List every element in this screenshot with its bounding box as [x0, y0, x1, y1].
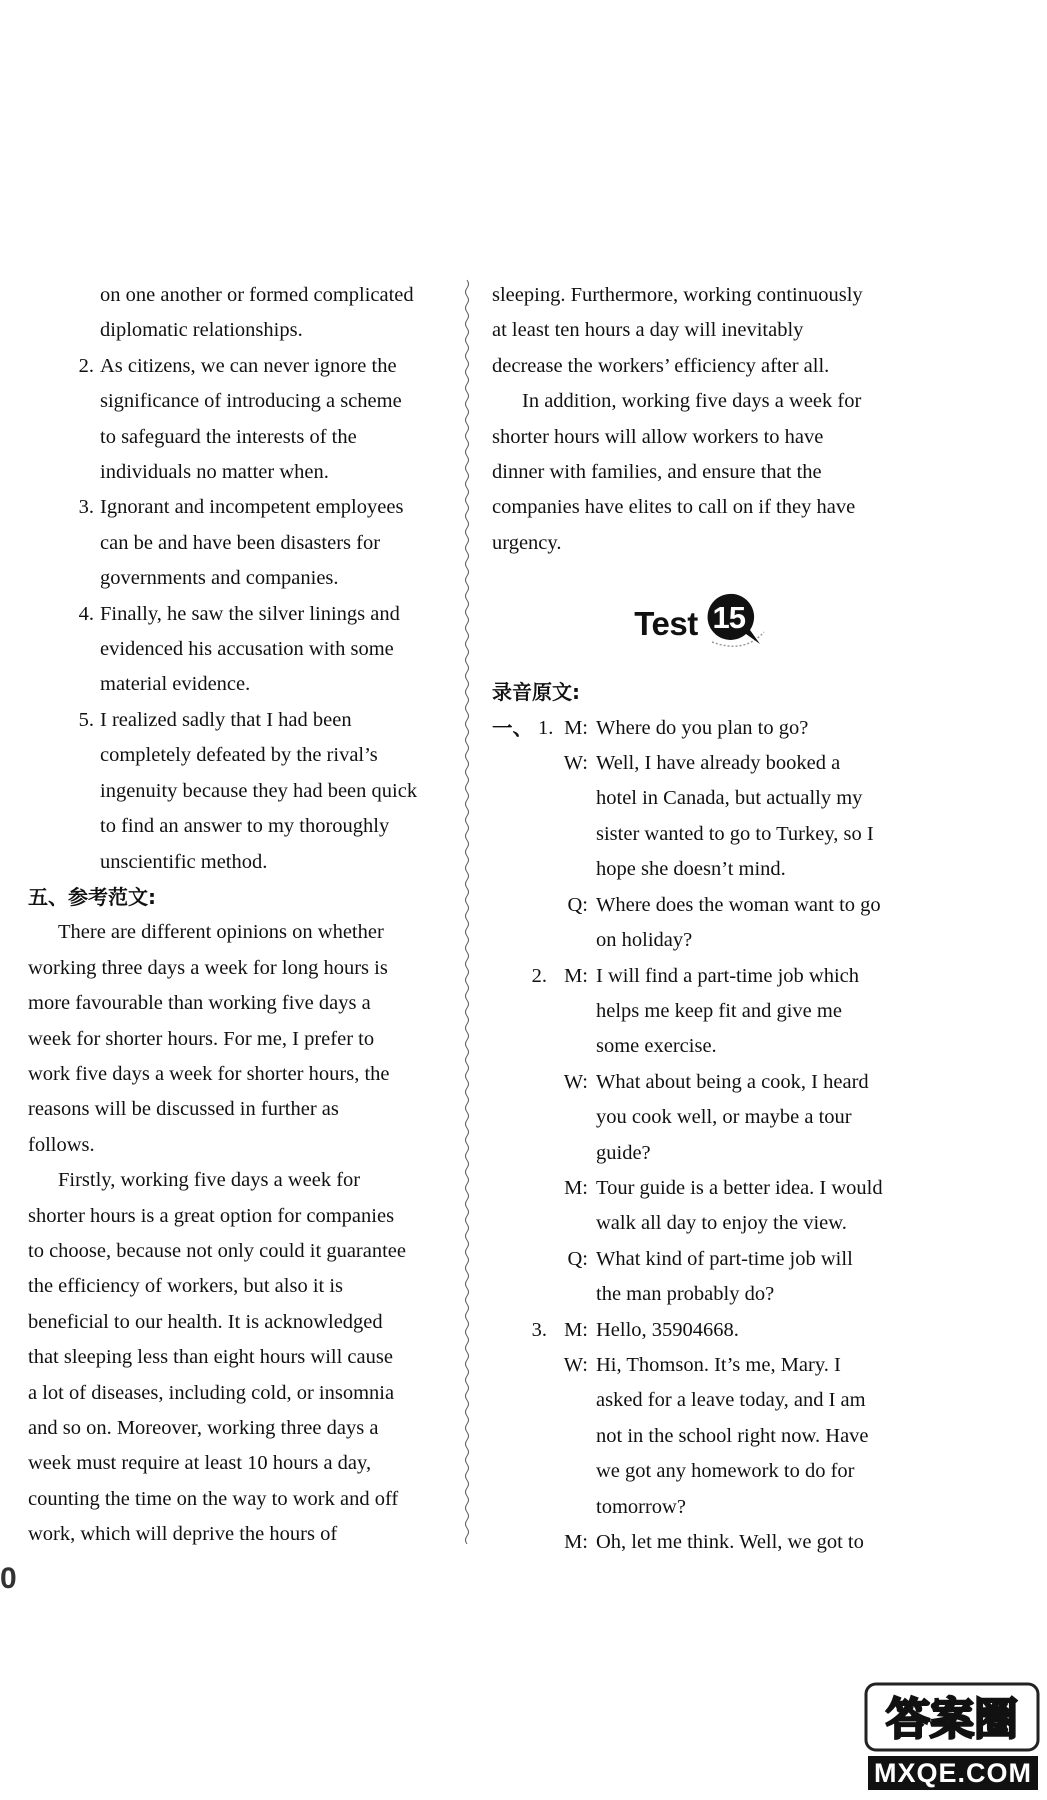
speaker-label	[547, 1490, 588, 1525]
question-number	[492, 1383, 547, 1418]
section-heading: 五、参考范文:	[28, 884, 156, 909]
essay-line: sleeping. Furthermore, working continuously	[492, 284, 863, 306]
test-number: 15	[712, 600, 745, 636]
dialogue-text: guide?	[596, 1141, 651, 1164]
dialogue-line	[492, 817, 908, 852]
dialogue-text: some exercise.	[596, 1035, 717, 1058]
essay-line: In addition, working five days a week for	[522, 390, 862, 413]
answer-line: evidenced his accusation with some	[100, 638, 394, 661]
essay-line: shorter hours is a great option for companies	[28, 1204, 395, 1227]
speaker-label	[547, 781, 588, 816]
test-number-badge	[704, 592, 766, 654]
essay-line: Firstly, working five days a week for	[58, 1169, 361, 1192]
answer-line: can be and have been disasters for	[100, 531, 381, 554]
essay-line: and so on. Moreover, working three days a	[28, 1417, 379, 1439]
dialogue-line	[492, 994, 908, 1029]
essay-line: reasons will be discussed in further as	[28, 1098, 339, 1121]
question-number	[492, 923, 547, 958]
speaker-label: W:	[563, 1070, 588, 1093]
essay-line: at least ten hours a day will inevitably	[492, 319, 804, 342]
column-divider	[462, 280, 472, 1544]
answer-line: on one another or formed complicated	[100, 284, 414, 306]
essay-line: week for shorter hours. For me, I prefer to	[28, 1027, 375, 1050]
dialogue-text: sister wanted to go to Turkey, so I	[596, 822, 874, 845]
dialogue-line	[492, 1277, 908, 1312]
essay-line: work five days a week for shorter hours, the	[28, 1062, 390, 1085]
test-word: Test	[634, 604, 698, 642]
answer-line: unscientific method.	[100, 850, 268, 873]
speaker-label: Q:	[567, 1247, 588, 1270]
speaker-label	[547, 1383, 588, 1418]
dialogue-text: Oh, let me think. Well, we got to	[596, 1531, 864, 1553]
dialogue-text: hope she doesn’t mind.	[596, 858, 786, 881]
transcript-heading: 录音原文:	[492, 680, 580, 705]
speaker-label	[547, 1100, 588, 1135]
answer-number: 3.	[78, 496, 94, 519]
speaker-label: M:	[564, 1531, 588, 1553]
question-number	[492, 994, 547, 1029]
question-number	[492, 1206, 547, 1241]
dialogue-turn	[492, 1171, 908, 1206]
question-number: 1.	[538, 716, 554, 739]
dialogue-turn	[492, 1313, 908, 1348]
speaker-label: W:	[563, 1353, 588, 1376]
dialogue-turn	[492, 959, 908, 994]
essay-line: shorter hours will allow workers to have	[492, 425, 824, 448]
dialogue-text: you cook well, or maybe a tour	[596, 1106, 852, 1129]
answer-line: governments and companies.	[100, 567, 339, 590]
question-number	[492, 1100, 547, 1135]
speaker-label: M:	[564, 1318, 588, 1341]
essay-line: decrease the workers’ efficiency after all.	[492, 354, 830, 377]
essay-line: to choose, because not only could it guarantee	[28, 1239, 406, 1262]
dialogue-text: What about being a cook, I heard	[596, 1070, 869, 1093]
answer-line: significance of introducing a scheme	[100, 390, 402, 413]
dialogue-text: Where does the woman want to go	[596, 893, 881, 916]
answer-line: Ignorant and incompetent employees	[100, 496, 404, 519]
dialogue-line	[492, 1136, 908, 1171]
question-number	[492, 1454, 547, 1489]
essay-line: counting the time on the way to work and off	[28, 1487, 399, 1510]
dialogue-text: Where do you plan to go?	[596, 716, 809, 739]
essay-line: companies have elites to call on if they have	[492, 496, 856, 519]
watermark-emblem-icon	[864, 1678, 1040, 1754]
numbered-answer	[28, 597, 440, 632]
right-column	[492, 278, 908, 1560]
dialogue-text: the man probably do?	[596, 1283, 775, 1306]
dialogue-turn	[492, 746, 908, 781]
question-number	[492, 1136, 547, 1171]
dialogue-line	[492, 1490, 908, 1525]
essay-line: a lot of diseases, including cold, or insomnia	[28, 1381, 395, 1404]
numbered-answer	[28, 490, 440, 525]
part-label: 一、	[492, 715, 533, 740]
answer-line: individuals no matter when.	[100, 461, 329, 484]
speaker-label	[547, 1454, 588, 1489]
answer-line: ingenuity because they had been quick	[100, 779, 418, 802]
speaker-label: Q:	[567, 893, 588, 916]
dialogue-turn	[492, 888, 908, 923]
speaker-label	[547, 1206, 588, 1241]
question-number	[492, 746, 547, 781]
dialogue-line	[492, 1383, 908, 1418]
dialogue-text: walk all day to enjoy the view.	[596, 1212, 847, 1235]
essay-line: the efficiency of workers, but also it is	[28, 1275, 344, 1298]
question-number	[492, 852, 547, 887]
dialogue-text: we got any homework to do for	[596, 1460, 855, 1483]
answer-line: to find an answer to my thoroughly	[100, 815, 390, 838]
dialogue-text: not in the school right now. Have	[596, 1424, 869, 1447]
answer-line: I realized sadly that I had been	[100, 708, 352, 731]
speaker-label	[547, 923, 588, 958]
dialogue-text: What kind of part-time job will	[596, 1247, 853, 1270]
essay-line: more favourable than working five days a	[28, 992, 371, 1015]
speaker-label: M:	[564, 1176, 588, 1199]
question-number	[492, 1242, 547, 1277]
dialogue-turn	[492, 1065, 908, 1100]
answer-number: 5.	[78, 708, 94, 731]
question-number	[492, 1277, 547, 1312]
essay-line: that sleeping less than eight hours will cause	[28, 1346, 393, 1369]
essay-line: There are different opinions on whether	[58, 921, 384, 944]
essay-line: urgency.	[492, 531, 562, 554]
question-number	[492, 781, 547, 816]
watermark-bottom-text: MXQE.COM	[868, 1756, 1038, 1790]
essay-line: working three days a week for long hours is	[28, 956, 388, 979]
watermark-top-text: 答案圈	[886, 1694, 1018, 1745]
dialogue-line	[492, 852, 908, 887]
answer-line: to safeguard the interests of the	[100, 425, 357, 448]
speaker-label: M:	[564, 716, 588, 739]
answer-number: 2.	[78, 354, 94, 377]
essay-line: beneficial to our health. It is acknowledged	[28, 1310, 383, 1333]
essay-line: week must require at least 10 hours a day,	[28, 1452, 372, 1475]
numbered-answer	[28, 349, 440, 384]
question-number	[492, 1525, 547, 1560]
dialogue-line	[492, 1454, 908, 1489]
answer-line: diplomatic relationships.	[100, 319, 303, 342]
speaker-label	[547, 1136, 588, 1171]
speaker-label	[547, 1029, 588, 1064]
dialogue-turn	[492, 1242, 908, 1277]
question-number	[492, 1348, 547, 1383]
question-number	[492, 1171, 547, 1206]
numbered-answer	[28, 703, 440, 738]
speaker-label	[547, 817, 588, 852]
dialogue-line	[492, 1029, 908, 1064]
question-number	[492, 1490, 547, 1525]
dialogue-text: I will find a part-time job which	[596, 964, 860, 987]
question-number: 2.	[531, 964, 547, 987]
page-number: 0	[0, 1562, 17, 1595]
question-number	[492, 1029, 547, 1064]
question-number: 3.	[531, 1318, 547, 1341]
dialogue-text: Hi, Thomson. It’s me, Mary. I	[596, 1353, 841, 1376]
dialogue-text: hotel in Canada, but actually my	[596, 787, 863, 810]
essay-line: dinner with families, and ensure that the	[492, 461, 822, 484]
answer-number: 4.	[78, 602, 94, 625]
dialogue-text: tomorrow?	[596, 1495, 686, 1518]
speaker-label: W:	[563, 752, 588, 775]
question-number	[492, 888, 547, 923]
dialogue-line	[492, 1419, 908, 1454]
dialogue-text: Tour guide is a better idea. I would	[596, 1176, 883, 1199]
dialogue-text: on holiday?	[596, 929, 693, 952]
test-title	[492, 575, 908, 671]
question-number	[492, 1419, 547, 1454]
speaker-label	[547, 1419, 588, 1454]
answer-line: Finally, he saw the silver linings and	[100, 602, 400, 625]
speaker-label: M:	[564, 964, 588, 987]
speaker-label	[547, 994, 588, 1029]
dialogue-text: helps me keep fit and give me	[596, 999, 842, 1022]
answer-line: completely defeated by the rival’s	[100, 744, 378, 767]
dialogue-text: Well, I have already booked a	[596, 752, 841, 775]
essay-line: follows.	[28, 1133, 95, 1156]
dialogue-turn	[492, 711, 908, 746]
dialogue-text: Hello, 35904668.	[596, 1318, 739, 1341]
question-number	[492, 817, 547, 852]
answer-line: material evidence.	[100, 673, 251, 696]
speaker-label	[547, 852, 588, 887]
left-column	[28, 278, 440, 1553]
speaker-label	[547, 1277, 588, 1312]
dialogue-text: asked for a leave today, and I am	[596, 1389, 866, 1412]
dialogue-line	[492, 781, 908, 816]
dialogue-line	[492, 1206, 908, 1241]
dialogue-line	[492, 1100, 908, 1135]
essay-line: work, which will deprive the hours of	[28, 1523, 338, 1546]
answer-line: As citizens, we can never ignore the	[100, 354, 397, 377]
dialogue-line	[492, 923, 908, 958]
question-number	[492, 1065, 547, 1100]
site-watermark-logo	[858, 1676, 1040, 1794]
dialogue-turn	[492, 1525, 908, 1560]
dialogue-turn	[492, 1348, 908, 1383]
